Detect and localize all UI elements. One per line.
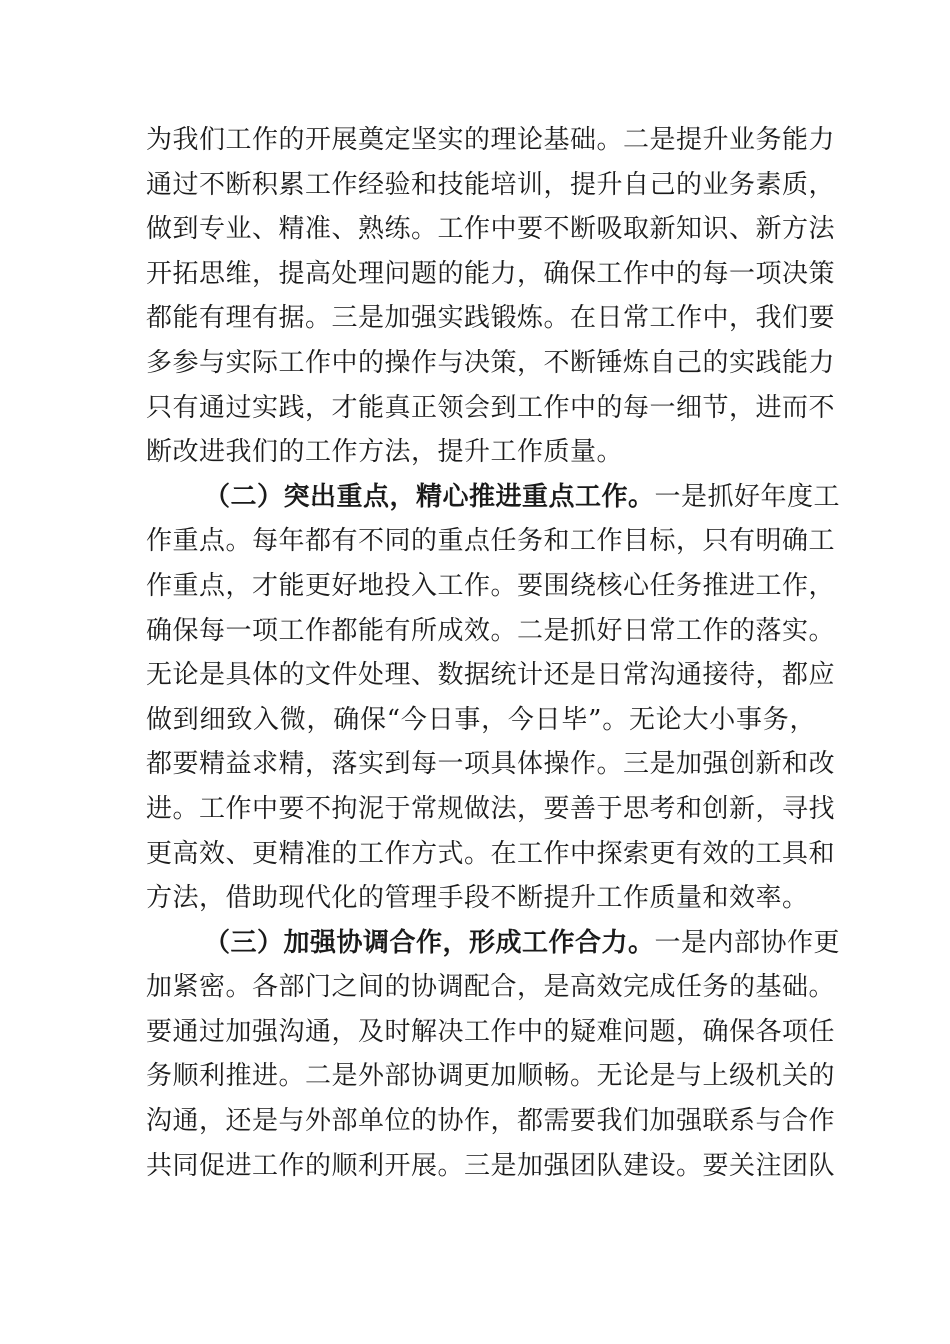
line-text: 作重点。每年都有不同的重点任务和工作目标，只有明确工 <box>146 526 836 557</box>
line-text: 方法，借助现代化的管理手段不断提升工作质量和效率。 <box>146 883 809 914</box>
line-text: 通过不断积累工作经验和技能培训，提升自己的业务素质， <box>146 169 836 200</box>
line-text: 做到细致入微，确保“今日事，今日毕”。无论大小事务， <box>146 704 816 735</box>
text-line <box>146 1054 836 1099</box>
line-text: 为我们工作的开展奠定坚实的理论基础。二是提升业务能力 <box>146 125 836 155</box>
section-heading: （三）加强协调合作，形成工作合力。 <box>204 927 655 958</box>
line-text: 都要精益求精，落实到每一项具体操作。三是加强创新和改 <box>146 749 836 780</box>
text-line <box>146 787 836 832</box>
line-text: 务顺利推进。二是外部协调更加顺畅。无论是与上级机关的 <box>146 1061 836 1092</box>
text-line <box>146 832 836 877</box>
line-text: 多参与实际工作中的操作与决策，不断锤炼自己的实践能力 <box>146 347 836 378</box>
text-line <box>146 1099 836 1144</box>
line-text: 只有通过实践，才能真正领会到工作中的每一细节，进而不 <box>146 392 836 423</box>
line-text: 作重点，才能更好地投入工作。要围绕核心任务推进工作， <box>146 570 836 601</box>
section-heading-line <box>146 475 841 520</box>
text-line <box>146 386 836 431</box>
text-line <box>146 698 816 743</box>
line-text: 加紧密。各部门之间的协调配合，是高效完成任务的基础。 <box>146 972 836 1003</box>
text-line <box>146 296 836 341</box>
text-line <box>146 965 836 1010</box>
section-heading-line <box>146 921 841 966</box>
text-line <box>146 118 836 163</box>
text-line <box>146 163 836 208</box>
text-line <box>146 430 816 475</box>
body-text <box>146 118 841 1188</box>
line-text: 共同促进工作的顺利开展。三是加强团队建设。要关注团队 <box>146 1150 836 1181</box>
text-line <box>146 564 836 609</box>
text-line <box>146 609 836 654</box>
section-heading: （二）突出重点，精心推进重点工作。 <box>204 481 655 512</box>
line-text: 确保每一项工作都能有所成效。二是抓好日常工作的落实。 <box>146 615 836 646</box>
line-text: 进。工作中要不拘泥于常规做法，要善于思考和创新，寻找 <box>146 793 836 824</box>
text-line <box>146 519 836 564</box>
text-line <box>146 252 836 297</box>
text-line <box>146 341 836 386</box>
line-text: 一是抓好年度工 <box>654 481 841 512</box>
line-text: 要通过加强沟通，及时解决工作中的疑难问题，确保各项任 <box>146 1016 836 1047</box>
line-text: 无论是具体的文件处理、数据统计还是日常沟通接待，都应 <box>146 660 836 691</box>
text-line <box>146 1144 836 1189</box>
line-text: 沟通，还是与外部单位的协作，都需要我们加强联系与合作 <box>146 1106 836 1137</box>
text-line <box>146 207 836 252</box>
line-text: 断改进我们的工作方法，提升工作质量。 <box>146 437 624 468</box>
text-line <box>146 653 836 698</box>
line-text: 开拓思维，提高处理问题的能力，确保工作中的每一项决策 <box>146 258 836 289</box>
text-line <box>146 1010 836 1055</box>
line-text: 更高效、更精准的工作方式。在工作中探索更有效的工具和 <box>146 838 836 869</box>
line-text: 做到专业、精准、熟练。工作中要不断吸取新知识、新方法 <box>146 214 836 245</box>
line-text: 都能有理有据。三是加强实践锻炼。在日常工作中，我们要 <box>146 303 836 334</box>
text-line <box>146 742 836 787</box>
text-line <box>146 876 816 921</box>
line-text: 一是内部协作更 <box>654 927 841 958</box>
